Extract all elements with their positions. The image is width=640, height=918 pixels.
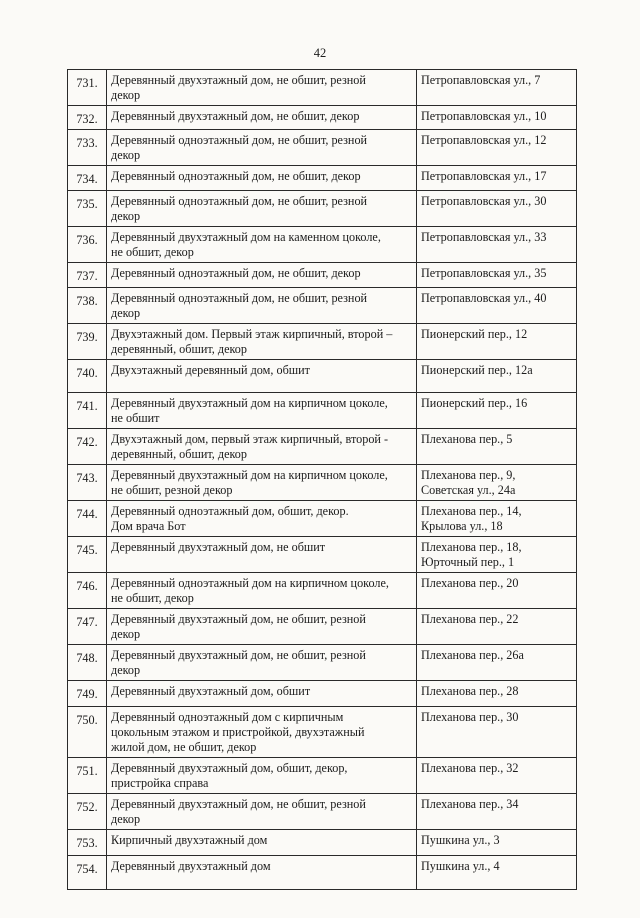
object-description: [107, 130, 417, 166]
object-description: [107, 501, 417, 537]
address-line: Плеханова пер., 5: [421, 432, 513, 446]
object-address: [417, 573, 577, 609]
object-address: [417, 324, 577, 360]
description-line: не обшит, декор: [111, 591, 194, 605]
table-row: [68, 70, 577, 106]
address-line: Пушкина ул., 3: [421, 833, 500, 847]
address-line: Петропавловская ул., 30: [421, 194, 547, 208]
table-row: [68, 429, 577, 465]
row-number: 744.: [68, 501, 107, 537]
row-number: 732.: [68, 106, 107, 130]
address-line: Петропавловская ул., 7: [421, 73, 541, 87]
object-address: [417, 191, 577, 227]
address-line: Петропавловская ул., 12: [421, 133, 547, 147]
object-address: [417, 537, 577, 573]
object-description: [107, 106, 417, 130]
description-line: Двухэтажный дом. Первый этаж кирпичный, второй –: [111, 327, 393, 341]
description-line: декор: [111, 627, 141, 641]
description-line: пристройка справа: [111, 776, 209, 790]
object-address: [417, 830, 577, 856]
object-description: [107, 288, 417, 324]
row-number: 741.: [68, 393, 107, 429]
table-body: [68, 70, 577, 890]
row-number: 733.: [68, 130, 107, 166]
address-line: Петропавловская ул., 10: [421, 109, 547, 123]
table-row: [68, 681, 577, 707]
description-line: Деревянный одноэтажный дом, не обшит, резной: [111, 133, 368, 147]
heritage-registry-table: [67, 69, 577, 890]
table-row: [68, 288, 577, 324]
object-description: [107, 429, 417, 465]
object-description: [107, 537, 417, 573]
object-description: [107, 70, 417, 106]
object-address: [417, 227, 577, 263]
table-row: [68, 573, 577, 609]
row-number: 739.: [68, 324, 107, 360]
description-line: Деревянный одноэтажный дом на кирпичном цоколе,: [111, 576, 389, 590]
description-line: Деревянный двухэтажный дом, не обшит, декор: [111, 109, 360, 123]
table-row: [68, 393, 577, 429]
description-line: декор: [111, 88, 141, 102]
table-row: [68, 227, 577, 263]
address-line: Пушкина ул., 4: [421, 859, 500, 873]
object-address: [417, 707, 577, 758]
object-description: [107, 465, 417, 501]
row-number: 742.: [68, 429, 107, 465]
description-line: декор: [111, 306, 141, 320]
description-line: не обшит, резной декор: [111, 483, 233, 497]
description-line: деревянный, обшит, декор: [111, 447, 247, 461]
object-address: [417, 288, 577, 324]
row-number: 740.: [68, 360, 107, 393]
object-address: [417, 645, 577, 681]
description-line: Деревянный двухэтажный дом, не обшит, резной: [111, 797, 366, 811]
description-line: Деревянный двухэтажный дом на кирпичном цоколе,: [111, 468, 388, 482]
object-address: [417, 501, 577, 537]
object-description: [107, 707, 417, 758]
description-line: Деревянный одноэтажный дом, обшит, декор.: [111, 504, 349, 518]
row-number: 746.: [68, 573, 107, 609]
object-address: [417, 758, 577, 794]
address-line: Плеханова пер., 26а: [421, 648, 524, 662]
address-line: Плеханова пер., 30: [421, 710, 519, 724]
description-line: Деревянный двухэтажный дом, обшит, декор,: [111, 761, 348, 775]
description-line: Деревянный двухэтажный дом, не обшит, резной: [111, 73, 366, 87]
table-row: [68, 830, 577, 856]
table-row: [68, 501, 577, 537]
row-number: 753.: [68, 830, 107, 856]
object-address: [417, 106, 577, 130]
row-number: 736.: [68, 227, 107, 263]
address-line: Плеханова пер., 32: [421, 761, 519, 775]
description-line: деревянный, обшит, декор: [111, 342, 247, 356]
table-row: [68, 758, 577, 794]
address-line: Плеханова пер., 20: [421, 576, 519, 590]
table-row: [68, 794, 577, 830]
description-line: Деревянный двухэтажный дом, не обшит, резной: [111, 648, 366, 662]
address-line: Пионерский пер., 16: [421, 396, 528, 410]
address-line: Плеханова пер., 18,: [421, 540, 522, 554]
description-line: Деревянный двухэтажный дом: [111, 859, 271, 873]
description-line: цокольным этажом и пристройкой, двухэтажный: [111, 725, 365, 739]
table-row: [68, 856, 577, 890]
table-row: [68, 191, 577, 227]
object-address: [417, 856, 577, 890]
table-row: [68, 609, 577, 645]
table-row: [68, 360, 577, 393]
address-line: Петропавловская ул., 17: [421, 169, 547, 183]
object-description: [107, 263, 417, 288]
object-description: [107, 681, 417, 707]
row-number: 745.: [68, 537, 107, 573]
object-address: [417, 360, 577, 393]
row-number: 750.: [68, 707, 107, 758]
address-line: Плеханова пер., 22: [421, 612, 519, 626]
object-description: [107, 609, 417, 645]
table-row: [68, 465, 577, 501]
object-address: [417, 429, 577, 465]
address-line: Пионерский пер., 12: [421, 327, 528, 341]
object-description: [107, 227, 417, 263]
table-row: [68, 324, 577, 360]
row-number: 748.: [68, 645, 107, 681]
row-number: 747.: [68, 609, 107, 645]
description-line: декор: [111, 148, 141, 162]
object-address: [417, 70, 577, 106]
row-number: 731.: [68, 70, 107, 106]
object-description: [107, 645, 417, 681]
object-address: [417, 794, 577, 830]
object-description: [107, 856, 417, 890]
object-address: [417, 393, 577, 429]
description-line: Деревянный одноэтажный дом, не обшит, резной: [111, 194, 368, 208]
object-address: [417, 166, 577, 191]
object-description: [107, 324, 417, 360]
description-line: Деревянный двухэтажный дом, обшит: [111, 684, 311, 698]
description-line: декор: [111, 209, 141, 223]
description-line: Двухэтажный дом, первый этаж кирпичный, второй -: [111, 432, 389, 446]
row-number: 743.: [68, 465, 107, 501]
object-address: [417, 681, 577, 707]
description-line: Деревянный одноэтажный дом, не обшит, декор: [111, 266, 361, 280]
object-description: [107, 360, 417, 393]
description-line: не обшит, декор: [111, 245, 194, 259]
table-row: [68, 106, 577, 130]
address-line: Юрточный пер., 1: [421, 555, 515, 569]
address-line: Петропавловская ул., 35: [421, 266, 547, 280]
table-row: [68, 263, 577, 288]
row-number: 752.: [68, 794, 107, 830]
row-number: 751.: [68, 758, 107, 794]
description-line: не обшит: [111, 411, 160, 425]
object-description: [107, 191, 417, 227]
address-line: Плеханова пер., 9,: [421, 468, 516, 482]
page-number: 42: [313, 46, 327, 60]
description-line: Двухэтажный деревянный дом, обшит: [111, 363, 311, 377]
table-row: [68, 130, 577, 166]
object-address: [417, 465, 577, 501]
object-description: [107, 166, 417, 191]
address-line: Петропавловская ул., 40: [421, 291, 547, 305]
address-line: Плеханова пер., 34: [421, 797, 519, 811]
address-line: Крылова ул., 18: [421, 519, 503, 533]
description-line: Дом врача Бот: [111, 519, 186, 533]
table-row: [68, 166, 577, 191]
object-address: [417, 609, 577, 645]
description-line: Кирпичный двухэтажный дом: [111, 833, 268, 847]
object-description: [107, 758, 417, 794]
description-line: декор: [111, 812, 141, 826]
row-number: 734.: [68, 166, 107, 191]
object-description: [107, 393, 417, 429]
address-line: Советская ул., 24а: [421, 483, 516, 497]
table-row: [68, 537, 577, 573]
address-line: Плеханова пер., 28: [421, 684, 519, 698]
row-number: 754.: [68, 856, 107, 890]
object-description: [107, 794, 417, 830]
description-line: Деревянный двухэтажный дом, не обшит: [111, 540, 326, 554]
table-row: [68, 707, 577, 758]
address-line: Плеханова пер., 14,: [421, 504, 522, 518]
row-number: 749.: [68, 681, 107, 707]
object-description: [107, 573, 417, 609]
description-line: Деревянный двухэтажный дом на кирпичном цоколе,: [111, 396, 388, 410]
object-address: [417, 130, 577, 166]
row-number: 737.: [68, 263, 107, 288]
description-line: Деревянный двухэтажный дом на каменном цоколе,: [111, 230, 381, 244]
address-line: Петропавловская ул., 33: [421, 230, 547, 244]
description-line: Деревянный одноэтажный дом, не обшит, декор: [111, 169, 361, 183]
description-line: Деревянный двухэтажный дом, не обшит, резной: [111, 612, 366, 626]
table-row: [68, 645, 577, 681]
object-address: [417, 263, 577, 288]
object-description: [107, 830, 417, 856]
description-line: Деревянный одноэтажный дом с кирпичным: [111, 710, 344, 724]
description-line: Деревянный одноэтажный дом, не обшит, резной: [111, 291, 368, 305]
row-number: 735.: [68, 191, 107, 227]
description-line: декор: [111, 663, 141, 677]
row-number: 738.: [68, 288, 107, 324]
address-line: Пионерский пер., 12а: [421, 363, 533, 377]
description-line: жилой дом, не обшит, декор: [111, 740, 257, 754]
